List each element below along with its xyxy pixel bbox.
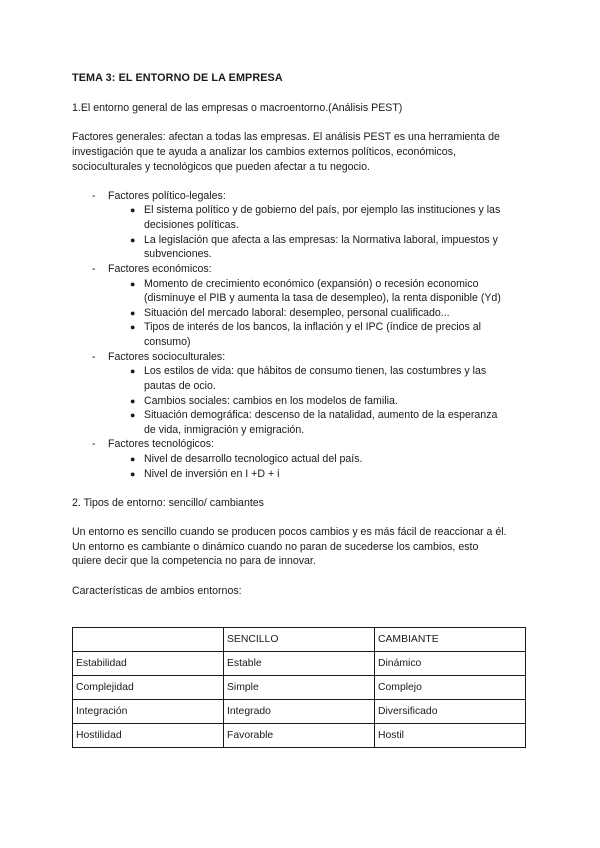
table-header-cell: SENCILLO xyxy=(224,628,375,652)
list-item-cont: (disminuye el PIB y aumenta la tasa de desempleo), la renta disponible (Yd) xyxy=(144,292,501,304)
paragraph-line: Un entorno es cambiante o dinámico cuando no paran de sucederse los cambios, esto xyxy=(72,541,479,553)
table-header-row xyxy=(73,628,526,652)
list-item: ● Momento de crecimiento económico (expansión) o recesión economico xyxy=(130,278,479,290)
table-row xyxy=(73,652,526,676)
list-item-cont: decisiones políticas. xyxy=(144,219,239,231)
list-item: ● Tipos de interés de los bancos, la inflación y el IPC (índice de precios al xyxy=(130,321,482,333)
intro-line: socioculturales y tecnológicos que pueden afectar a tu negocio. xyxy=(72,161,370,173)
list-item: ● Situación demográfica: descenso de la natalidad, aumento de la esperanza xyxy=(130,409,498,421)
intro-line: investigación que te ayuda a analizar los cambios externos políticos, económicos, xyxy=(72,146,456,158)
table-cell: Integración xyxy=(73,700,224,724)
comparison-table xyxy=(72,627,526,748)
list-item: ● Los estilos de vida: que hábitos de consumo tienen, las costumbres y las xyxy=(130,365,487,377)
table-cell: Complejo xyxy=(375,676,526,700)
list-item: ● El sistema político y de gobierno del país, por ejemplo las instituciones y las xyxy=(130,204,501,216)
table-cell: Favorable xyxy=(224,724,375,748)
section-1-heading: 1.El entorno general de las empresas o macroentorno.(Análisis PEST) xyxy=(72,102,403,114)
list-item-cont: subvenciones. xyxy=(144,248,212,260)
table-cell: Dinámico xyxy=(375,652,526,676)
table-row xyxy=(73,724,526,748)
table-cell: Hostilidad xyxy=(73,724,224,748)
paragraph-line: Un entorno es sencillo cuando se producen pocos cambios y es más fácil de reaccionar a él. xyxy=(72,526,507,538)
list-item: ● Cambios sociales: cambios en los modelos de familia. xyxy=(130,395,398,407)
paragraph-line: quiere decir que la competencia no para de innovar. xyxy=(72,555,316,567)
intro-line: Factores generales: afectan a todas las empresas. El análisis PEST es una herramienta de xyxy=(72,131,500,143)
table-cell: Estabilidad xyxy=(73,652,224,676)
table-cell: Hostil xyxy=(375,724,526,748)
table-cell: Integrado xyxy=(224,700,375,724)
table-header-cell xyxy=(73,628,224,652)
section-2-heading: 2. Tipos de entorno: sencillo/ cambiantes xyxy=(72,497,264,509)
list-item: ● Nivel de inversión en I +D + i xyxy=(130,468,280,480)
table-cell: Simple xyxy=(224,676,375,700)
table-cell: Diversificado xyxy=(375,700,526,724)
page-title: TEMA 3: EL ENTORNO DE LA EMPRESA xyxy=(72,72,283,84)
list-item-cont: consumo) xyxy=(144,336,191,348)
list-item-cont: pautas de ocio. xyxy=(144,380,216,392)
table-cell: Complejidad xyxy=(73,676,224,700)
list-item: ● La legislación que afecta a las empresas: la Normativa laboral, impuestos y xyxy=(130,234,498,246)
list-item-cont: de vida, inmigración y emigración. xyxy=(144,424,305,436)
list-item: ● Nivel de desarrollo tecnologico actual del país. xyxy=(130,453,363,465)
table-header-cell: CAMBIANTE xyxy=(375,628,526,652)
table-row xyxy=(73,676,526,700)
list-item: ● Situación del mercado laboral: desempleo, personal cualificado... xyxy=(130,307,450,319)
table-caption: Características de ambios entornos: xyxy=(72,585,242,597)
table-cell: Estable xyxy=(224,652,375,676)
table-row xyxy=(73,700,526,724)
